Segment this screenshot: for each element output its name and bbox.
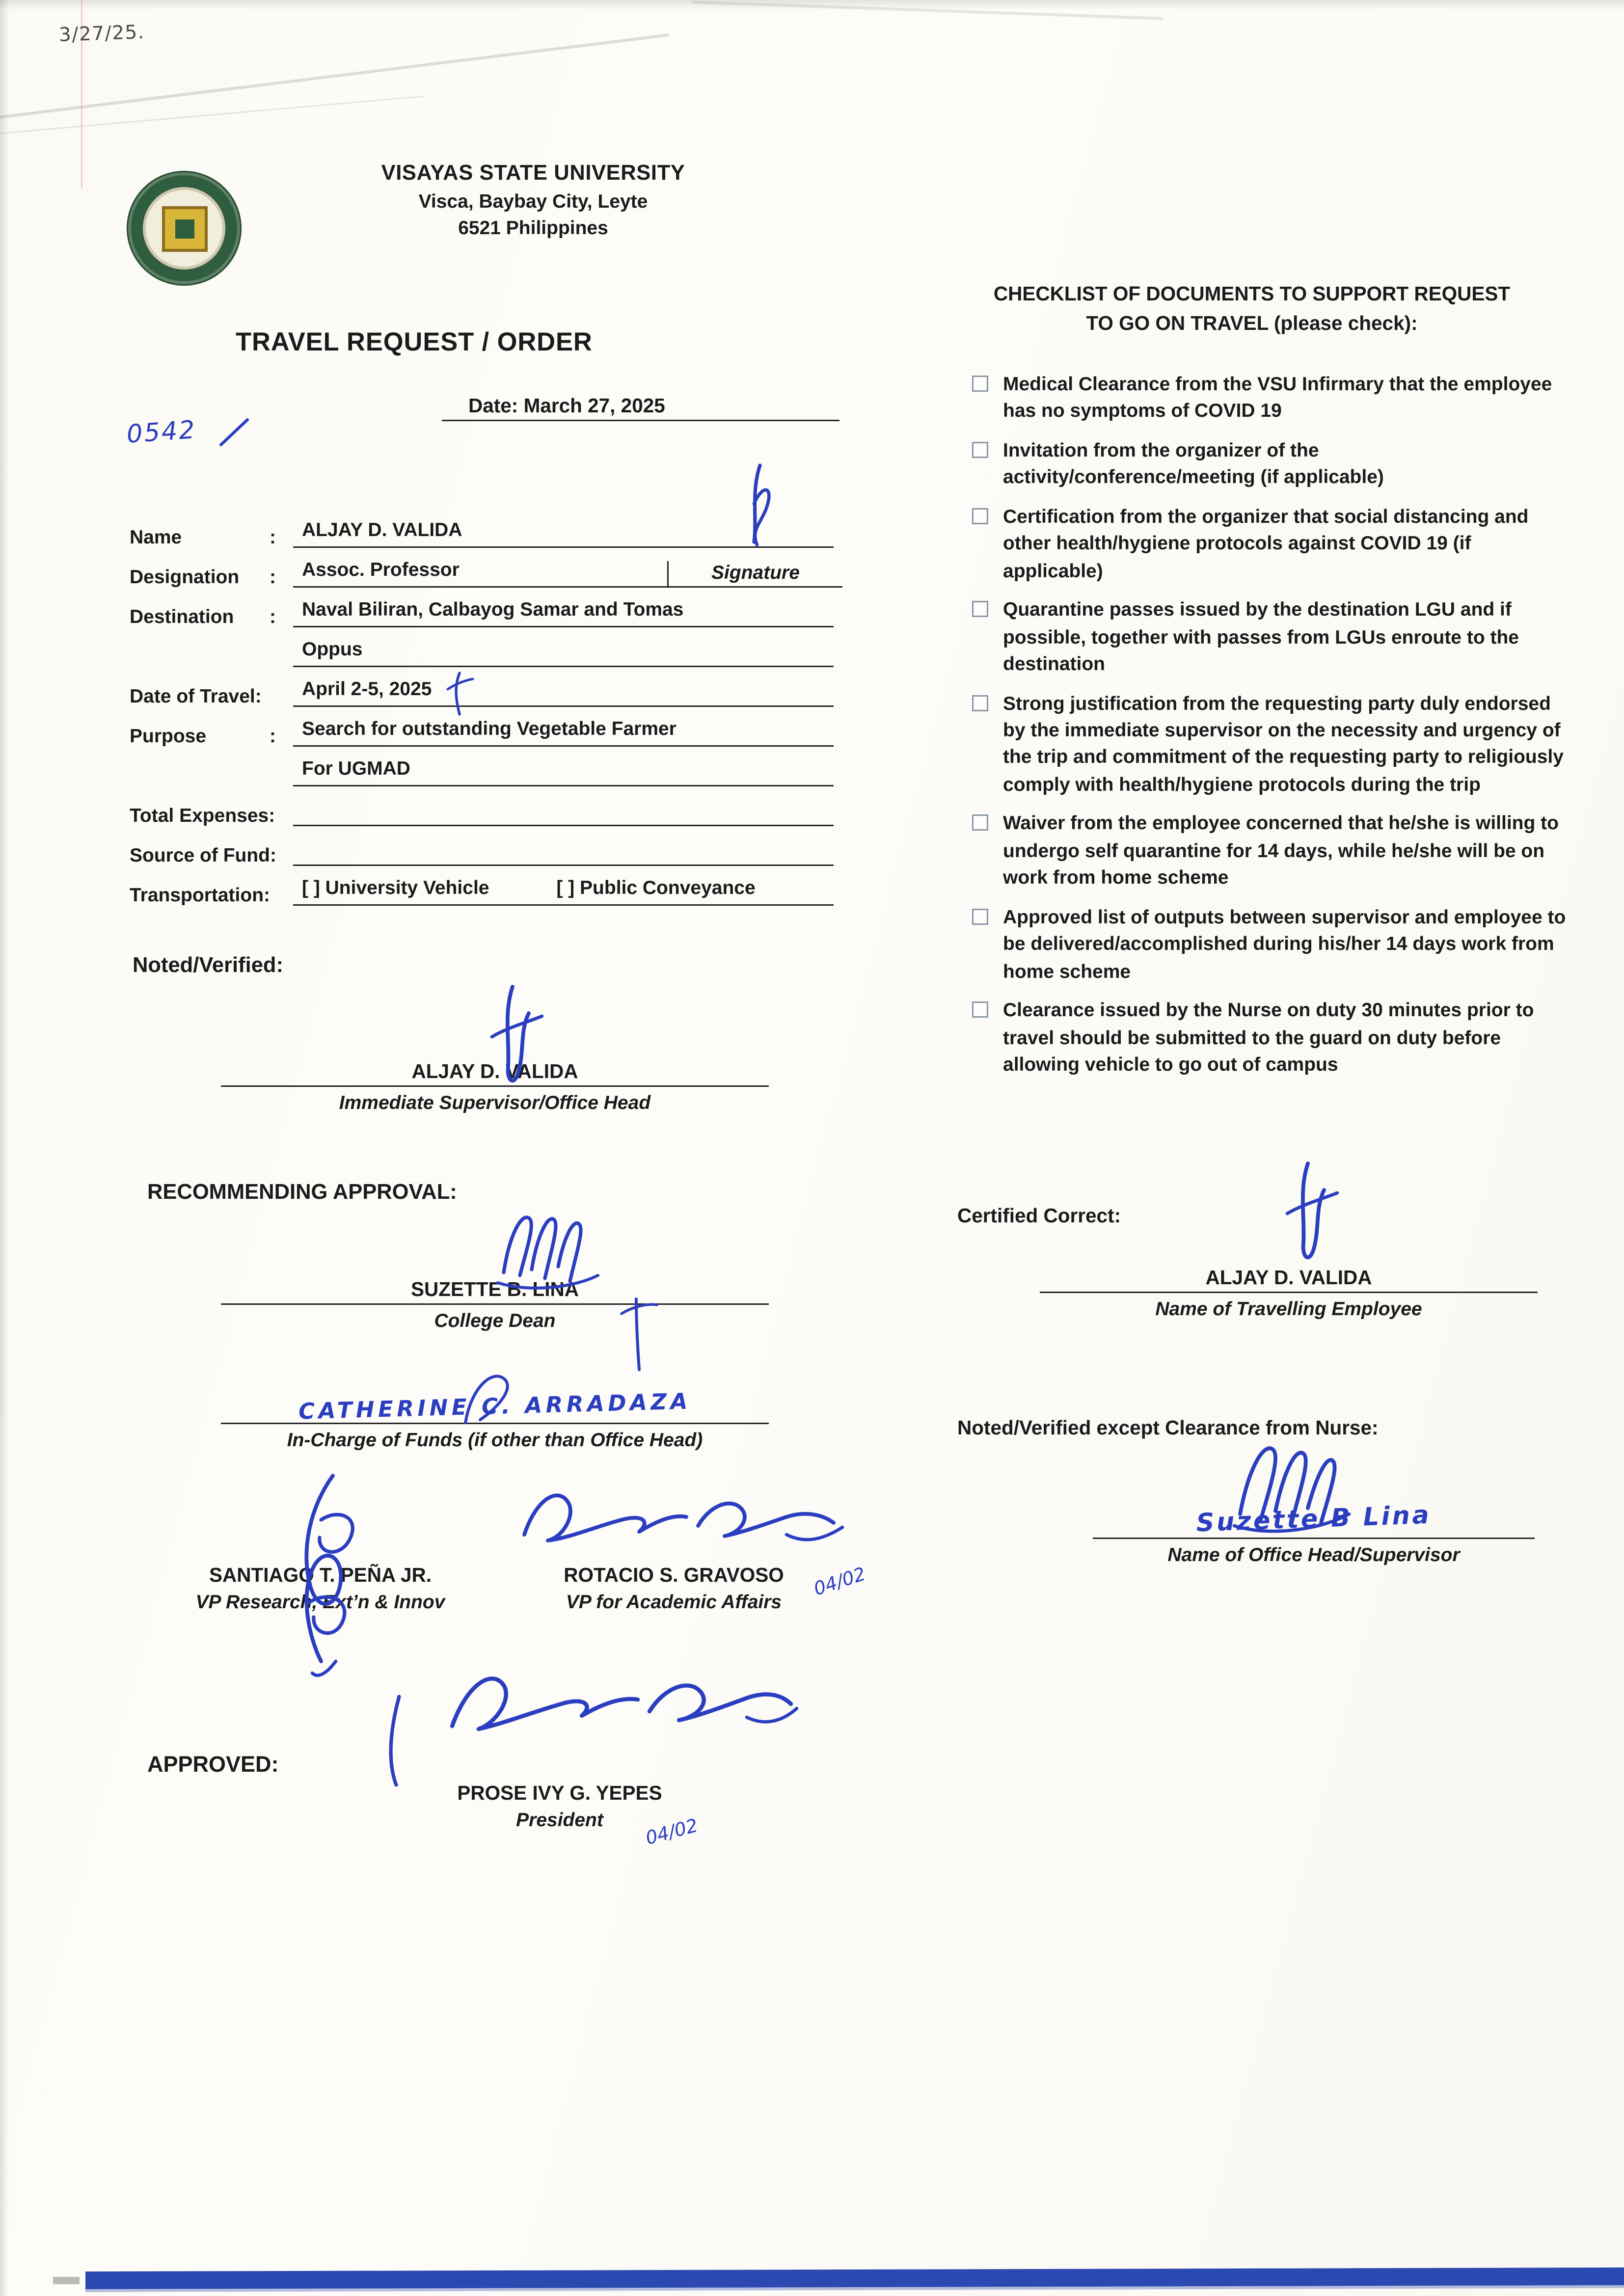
- signature-ink-certified-employee: [1264, 1158, 1352, 1275]
- checklist-item-text: Clearance issued by the Nurse on duty 30 minutes prior to travel should be submitted to the guard on duty before allowing vehicle to go out of campus: [1003, 999, 1534, 1075]
- checklist-item: [972, 904, 1573, 985]
- source-of-fund-value: [293, 837, 834, 866]
- checkbox-icon: [972, 601, 988, 618]
- purpose-value-line1: Search for outstanding Vegetable Farmer: [293, 717, 834, 747]
- purpose-value-line2: For UGMAD: [293, 757, 834, 786]
- checkbox-icon: [972, 1001, 988, 1018]
- field-row-destination: [130, 598, 834, 627]
- stray-pen-mark: [616, 1293, 660, 1376]
- destination-value-line1: Naval Biliran, Calbayog Samar and Tomas: [293, 598, 834, 627]
- letterhead: [342, 162, 725, 239]
- field-row-total-expenses: [130, 797, 834, 826]
- field-row-designation: [130, 558, 834, 588]
- university-name: VISAYAS STATE UNIVERSITY: [381, 162, 685, 186]
- signature-ink-president: [376, 1652, 803, 1792]
- certified-correct-heading: Certified Correct:: [957, 1205, 1121, 1227]
- handwritten-mark-travel-date: [442, 670, 477, 717]
- funds-title: In-Charge of Funds (if other than Office Head): [287, 1429, 703, 1451]
- transport-option-university-vehicle: [ ] University Vehicle: [302, 876, 489, 898]
- checklist-item: [972, 371, 1573, 426]
- designation-label: Designation: [130, 566, 240, 588]
- colon: :: [270, 605, 276, 627]
- transportation-label: Transportation:: [130, 884, 271, 906]
- noted-except-nurse-heading: Noted/Verified except Clearance from Nurse:: [957, 1417, 1379, 1439]
- form-title: TRAVEL REQUEST / ORDER: [236, 327, 593, 356]
- checkbox-icon: [972, 508, 988, 524]
- handwritten-ref-number: 0542: [126, 416, 197, 450]
- checklist-item: [972, 997, 1573, 1079]
- total-expenses-value: [293, 797, 834, 826]
- checklist-heading-line2: TO GO ON TRAVEL (please check):: [1086, 311, 1418, 334]
- field-row-purpose: [130, 717, 834, 747]
- travel-date-value: April 2-5, 2025: [293, 677, 834, 707]
- source-of-fund-label: Source of Fund:: [130, 844, 277, 866]
- noted-verified-heading: Noted/Verified:: [133, 954, 283, 978]
- vsu-seal-emblem-core: [175, 219, 194, 238]
- handwritten-check-mark: [215, 415, 253, 454]
- president-name: PROSE IVY G. YEPES: [457, 1782, 662, 1804]
- checkbox-icon: [972, 376, 988, 392]
- name-value: ALJAY D. VALIDA: [293, 518, 834, 548]
- handwritten-corner-date: 3/27/25.: [58, 22, 145, 48]
- signature-ink-supervisor: [468, 981, 557, 1099]
- vp-research-title: VP Research, Ext’n & Innov: [195, 1591, 445, 1613]
- name-label: Name: [130, 526, 182, 548]
- signature-ink-office-head: [1187, 1437, 1379, 1543]
- destination-value-line2: Oppus: [293, 638, 834, 667]
- vp-academic-name: ROTACIO S. GRAVOSO: [564, 1564, 784, 1586]
- signature-line: [1040, 1292, 1538, 1293]
- vp-academic-title: VP for Academic Affairs: [566, 1591, 782, 1613]
- dean-name: SUZETTE B. LINA: [411, 1278, 579, 1300]
- university-address-line2: 6521 Philippines: [458, 216, 608, 239]
- colon: :: [270, 725, 276, 747]
- total-expenses-label: Total Expenses:: [130, 804, 275, 826]
- field-row-purpose-cont: [130, 757, 834, 786]
- checklist-item-text: Approved list of outputs between supervisor and employee to be delivered/accomplished during his/her 14 days work from home scheme: [1003, 905, 1566, 982]
- supervisor-title: Immediate Supervisor/Office Head: [339, 1091, 651, 1113]
- signature-ink-employee-top: [725, 459, 789, 557]
- signature-ink-dean: [454, 1202, 630, 1296]
- transportation-options: [293, 876, 834, 906]
- funds-handwritten-name: CATHERINE C. ARRADAZA: [298, 1388, 692, 1425]
- checklist-item: [972, 690, 1573, 799]
- certified-employee-title: Name of Travelling Employee: [1155, 1297, 1422, 1320]
- handwriting-flourish-funds: [442, 1364, 530, 1429]
- checklist-item: [972, 437, 1573, 492]
- signature-ink-vp-academic: [513, 1473, 851, 1561]
- checkbox-icon: [972, 442, 988, 458]
- checklist-item: [972, 503, 1573, 585]
- scan-bottom-strip: [85, 2268, 1624, 2289]
- approved-heading: APPROVED:: [147, 1753, 279, 1778]
- purpose-label: Purpose: [130, 725, 207, 747]
- checklist-item-text: Strong justification from the requesting party duly endorsed by the immediate supervisor on the necessity and urgency of the trip and commitment of the requesting party to religiously comply with health/hygiene protocols during the trip: [1003, 691, 1564, 795]
- office-head-handwritten-name: Suzette B Lina: [1195, 1501, 1432, 1539]
- checklist-heading-line1: CHECKLIST OF DOCUMENTS TO SUPPORT REQUEST: [993, 283, 1511, 305]
- university-address-line1: Visca, Baybay City, Leyte: [418, 190, 648, 212]
- checklist-heading: [943, 280, 1561, 337]
- checkbox-icon: [972, 695, 988, 711]
- vsu-seal-emblem: [162, 206, 207, 251]
- checklist-item: [972, 810, 1573, 892]
- vp-academic-block: [508, 1564, 839, 1613]
- handwritten-date-president: 04/02: [643, 1813, 701, 1849]
- travel-date-label: Date of Travel:: [130, 685, 262, 707]
- checkbox-icon: [972, 908, 988, 924]
- colon: :: [270, 566, 276, 588]
- field-row-source-of-fund: [130, 837, 834, 866]
- signature-cell-label: Signature: [667, 561, 842, 588]
- checklist-item-text: Invitation from the organizer of the activity/conference/meeting (if applicable): [1003, 438, 1384, 488]
- checklist-item-text: Certification from the organizer that social distancing and other health/hygiene protocols against COVID 19 (if applicable): [1003, 505, 1529, 582]
- president-title: President: [516, 1809, 603, 1831]
- field-row-destination-cont: [130, 638, 834, 667]
- checklist: [972, 371, 1573, 1090]
- destination-label: Destination: [130, 605, 234, 627]
- field-row-transportation: [130, 876, 834, 906]
- dean-title: College Dean: [434, 1309, 556, 1331]
- date-label: Date:: [468, 395, 518, 417]
- transport-option-public-conveyance: [ ] Public Conveyance: [556, 876, 756, 898]
- signature-line: [221, 1303, 769, 1305]
- handwritten-date-vp-academic: 04/02: [811, 1562, 868, 1600]
- form-date-line: [442, 395, 839, 421]
- vsu-seal-logo: [127, 171, 242, 286]
- checkbox-icon: [972, 815, 988, 831]
- paper-fold-line: [0, 33, 669, 122]
- scan-edge-left: [0, 0, 9, 2296]
- vp-research-name: SANTIAGO T. PEÑA JR.: [209, 1564, 432, 1586]
- vsu-seal-inner-ring: [143, 187, 225, 270]
- scan-smudge: [53, 2277, 80, 2284]
- designation-value: Assoc. Professor: [293, 558, 667, 588]
- paper-fold-line: [0, 96, 423, 135]
- checklist-item-text: Waiver from the employee concerned that he/she is willing to undergo self quarantine for 14 days, while he/she will be on work from home scheme: [1003, 812, 1559, 889]
- field-row-travel-date: [130, 677, 834, 707]
- date-value: March 27, 2025: [523, 395, 665, 417]
- colon: :: [270, 526, 276, 548]
- recommending-approval-heading: RECOMMENDING APPROVAL:: [147, 1181, 457, 1205]
- checklist-item-text: Quarantine passes issued by the destination LGU and if possible, together with passes from LGUs enroute to the destination: [1003, 598, 1519, 675]
- checklist-item-text: Medical Clearance from the VSU Infirmary that the employee has no symptoms of COVID 19: [1003, 373, 1552, 422]
- office-head-title: Name of Office Head/Supervisor: [1167, 1543, 1460, 1566]
- certified-employee-name: ALJAY D. VALIDA: [1205, 1267, 1372, 1289]
- checklist-item: [972, 597, 1573, 678]
- supervisor-name: ALJAY D. VALIDA: [411, 1060, 578, 1082]
